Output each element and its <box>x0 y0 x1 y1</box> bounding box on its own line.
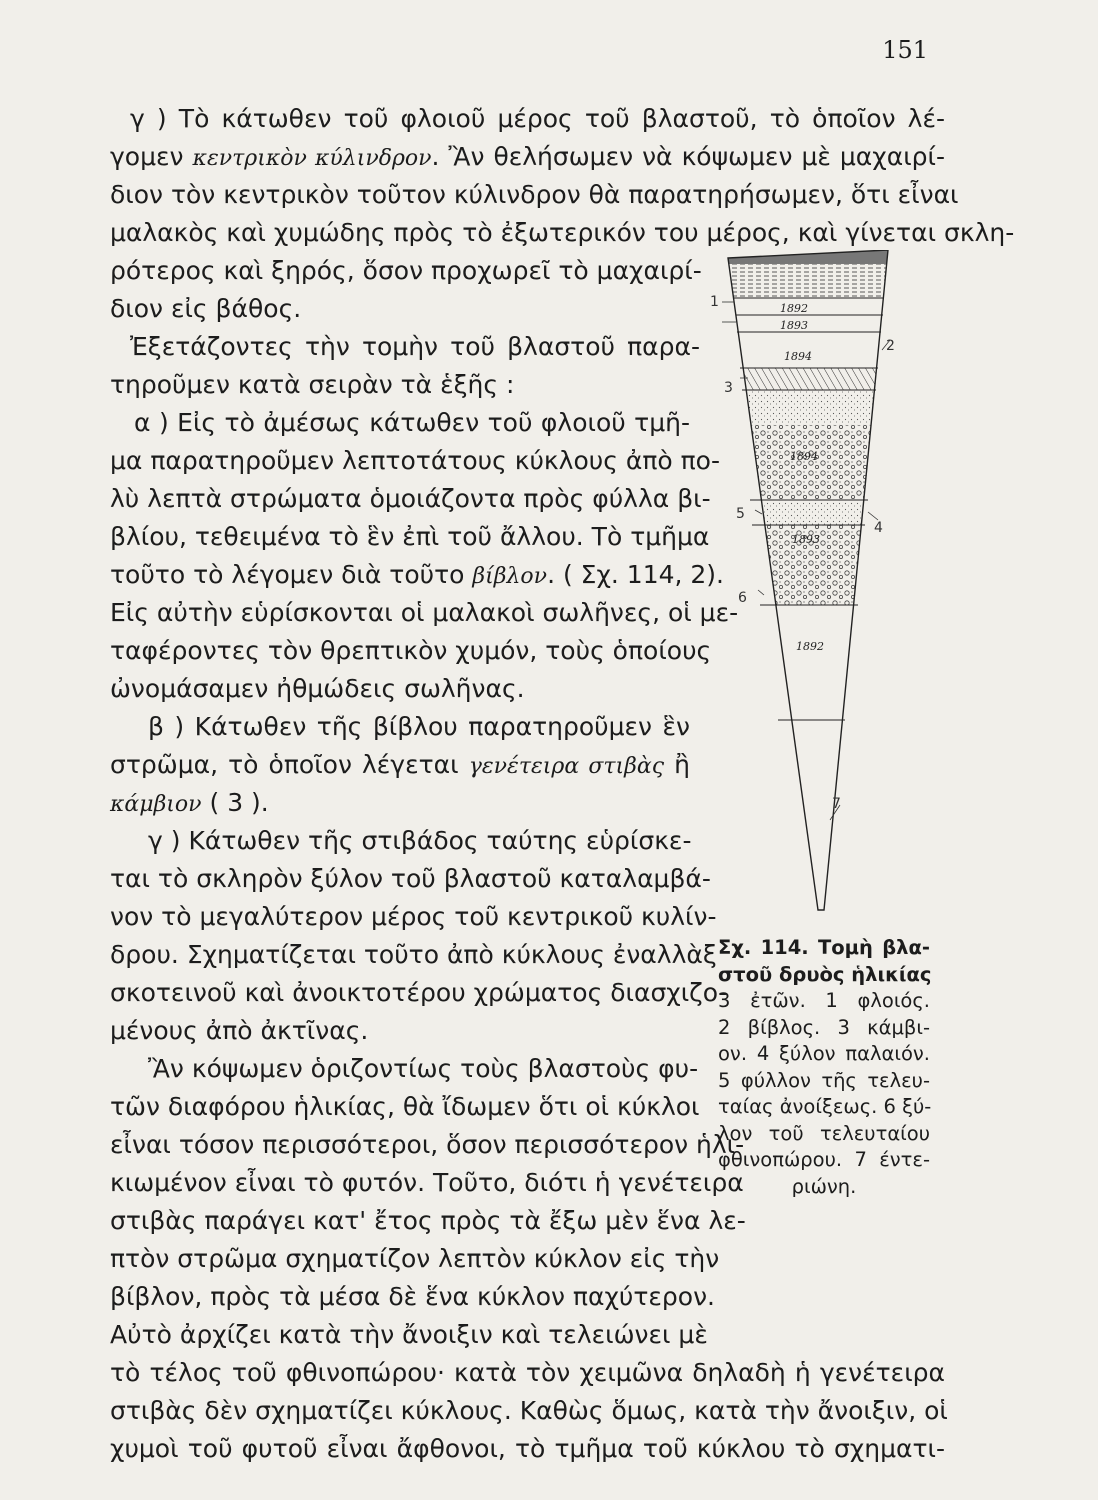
text-line: χυμοὶ τοῦ φυτοῦ εἶναι ἄφθονοι, τὸ τμῆμα τοῦ κύκλου τὸ σχηματι- <box>110 1434 945 1463</box>
stem-section-figure <box>700 250 910 930</box>
italic-term: γενέτειρα στιβὰς <box>468 754 665 779</box>
text-line: στιβὰς παράγει κατ' ἔτος πρὸς τὰ ἔξω μὲν ἕνα λε- <box>110 1206 746 1235</box>
bark-top <box>700 250 910 264</box>
caption-line: ταίας ἀνοίξεως. 6 ξύ- <box>718 1095 932 1118</box>
text-span: τοῦτο τὸ λέγομεν διὰ τοῦτο <box>110 560 473 589</box>
caption-line: στοῦ δρυὸς ἡλικίας <box>718 962 932 986</box>
text-line <box>110 750 690 782</box>
layer-number: 2 <box>886 338 895 354</box>
layer-number: 4 <box>874 520 883 536</box>
layer-number: 3 <box>724 380 733 396</box>
text-span: ( 3 ). <box>201 788 269 817</box>
leader-line <box>758 590 764 595</box>
text-line: γ ) Τὸ κάτωθεν τοῦ φλοιοῦ μέρος τοῦ βλαστοῦ, τὸ ὁποῖον λέ- <box>130 104 945 133</box>
text-line: γ ) Κάτωθεν τῆς στιβάδος ταύτης εὑρίσκε- <box>148 826 692 855</box>
text-line: ὠνομάσαμεν ἠθμώδεις σωλῆνας. <box>110 674 525 703</box>
text-line: βλίου, τεθειμένα τὸ ἓν ἐπὶ τοῦ ἄλλου. Τὸ τμῆμα <box>110 522 710 551</box>
caption-line: φθινοπώρου. 7 έντε- <box>718 1148 930 1171</box>
page-number: 151 <box>882 36 928 64</box>
layer-number: 6 <box>738 590 747 606</box>
text-span: . Ἂν θελήσωμεν νὰ κόψωμεν μὲ μαχαιρί- <box>431 142 946 171</box>
text-line: Εἰς αὐτὴν εὑρίσκονται οἱ μαλακοὶ σωλῆνες, οἱ με- <box>110 598 739 627</box>
figure-caption <box>718 935 930 1200</box>
leader-line <box>755 510 762 514</box>
text-line: Ἂν κόψωμεν ὁριζοντίως τοὺς βλαστοὺς φυ- <box>148 1054 699 1083</box>
caption-line: 3 ἐτῶν. 1 φλοιός. <box>718 989 930 1012</box>
caption-line: ον. 4 ξύλον παλαιόν. <box>718 1042 930 1065</box>
layer-number: 7 <box>832 796 841 812</box>
italic-term: κάμβιον <box>110 792 202 817</box>
text-line: κιωμένον εἶναι τὸ φυτόν. Τοῦτο, διότι ἡ γενέτειρα <box>110 1168 744 1197</box>
year-label: 1894 <box>790 450 818 463</box>
text-line: τηροῦμεν κατὰ σειρὰν τὰ ἑξῆς : <box>110 370 515 399</box>
text-line: βίβλον, πρὸς τὰ μέσα δὲ ἕνα κύκλον παχύτερον. <box>110 1282 715 1311</box>
year-label: 1894 <box>784 350 812 363</box>
italic-term: κεντρικὸν κύλινδρον <box>192 146 432 171</box>
text-line: πτὸν στρῶμα σχηματίζον λεπτὸν κύκλον εἰς τὴν <box>110 1244 720 1273</box>
caption-line: ριώνη. <box>791 1174 857 1198</box>
text-line <box>110 560 725 592</box>
text-line: ρότερος καὶ ξηρός, ὅσον προχωρεῖ τὸ μαχαιρί- <box>110 256 702 285</box>
text-line: μαλακὸς καὶ χυμώδης πρὸς τὸ ἐξωτερικόν του μέρος, καὶ γίνεται σκλη- <box>110 218 1015 247</box>
text-line: σκοτεινοῦ καὶ ἀνοικτοτέρου χρώματος διασχιζο- <box>110 978 728 1007</box>
caption-line: λον τοῦ τελευταίου <box>718 1121 930 1145</box>
layer-number: 5 <box>736 506 745 522</box>
text-span: στρῶμα, τὸ ὁποῖον λέγεται <box>110 750 469 779</box>
text-line: Ἐξετάζοντες τὴν τομὴν τοῦ βλαστοῦ παρα- <box>130 332 700 361</box>
text-span: ἢ <box>664 750 690 779</box>
text-span: γομεν <box>110 142 193 171</box>
text-span: . ( Σχ. 114, 2). <box>547 560 725 589</box>
text-line <box>110 142 945 174</box>
text-line: εἶναι τόσον περισσότεροι, ὅσον περισσότερον ἡλι- <box>110 1130 745 1159</box>
year-label: 1893 <box>792 533 820 546</box>
year-label: 1892 <box>796 640 824 653</box>
year-label: 1893 <box>780 319 808 332</box>
italic-term: βίβλον <box>472 564 548 589</box>
text-line: ται τὸ σκληρὸν ξύλον τοῦ βλαστοῦ καταλαμβά- <box>110 864 711 893</box>
text-line: διον εἰς βάθος. <box>110 294 302 323</box>
text-line: δρου. Σχηματίζεται τοῦτο ἀπὸ κύκλους ἐναλλὰξ <box>110 940 717 969</box>
text-line: τῶν διαφόρου ἡλικίας, θὰ ἴδωμεν ὅτι οἱ κύκλοι <box>110 1092 700 1121</box>
text-line: ταφέροντες τὸν θρεπτικὸν χυμόν, τοὺς ὁποίους <box>110 636 712 665</box>
year-label: 1892 <box>780 302 808 315</box>
text-line: λὺ λεπτὰ στρώματα ὁμοιάζοντα πρὸς φύλλα βι- <box>110 484 711 513</box>
text-line: μένους ἀπὸ ἀκτῖνας. <box>110 1016 369 1045</box>
leader-line <box>868 512 878 520</box>
text-line: τὸ τέλος τοῦ φθινοπώρου· κατὰ τὸν χειμῶνα δηλαδὴ ἡ γενέτειρα <box>110 1358 945 1387</box>
text-line: μα παρατηροῦμεν λεπτοτάτους κύκλους ἀπὸ πο- <box>110 446 720 475</box>
caption-line: 5 φύλλον τῆς τελευ- <box>718 1068 930 1092</box>
caption-line: 2 βίβλος. 3 κάμβι- <box>718 1015 930 1039</box>
text-line: νον τὸ μεγαλύτερον μέρος τοῦ κεντρικοῦ κυλίν- <box>110 902 717 931</box>
text-line: β ) Κάτωθεν τῆς βίβλου παρατηροῦμεν ἓν <box>148 712 690 741</box>
text-line: Αὐτὸ ἀρχίζει κατὰ τὴν ἄνοιξιν καὶ τελειώνει μὲ <box>110 1320 708 1349</box>
layer-number: 1 <box>710 294 719 310</box>
text-line: στιβὰς δὲν σχηματίζει κύκλους. Καθὼς ὅμως, κατὰ τὴν ἄνοιξιν, οἱ <box>110 1396 948 1425</box>
text-line: α ) Εἰς τὸ ἀμέσως κάτωθεν τοῦ φλοιοῦ τμῆ- <box>134 408 690 437</box>
text-line: διον τὸν κεντρικὸν τοῦτον κύλινδρον θὰ παρατηρήσωμεν, ὅτι εἶναι <box>110 180 959 209</box>
text-line <box>110 788 269 820</box>
caption-line: Σχ. 114. Τομὴ βλα- <box>718 936 930 959</box>
